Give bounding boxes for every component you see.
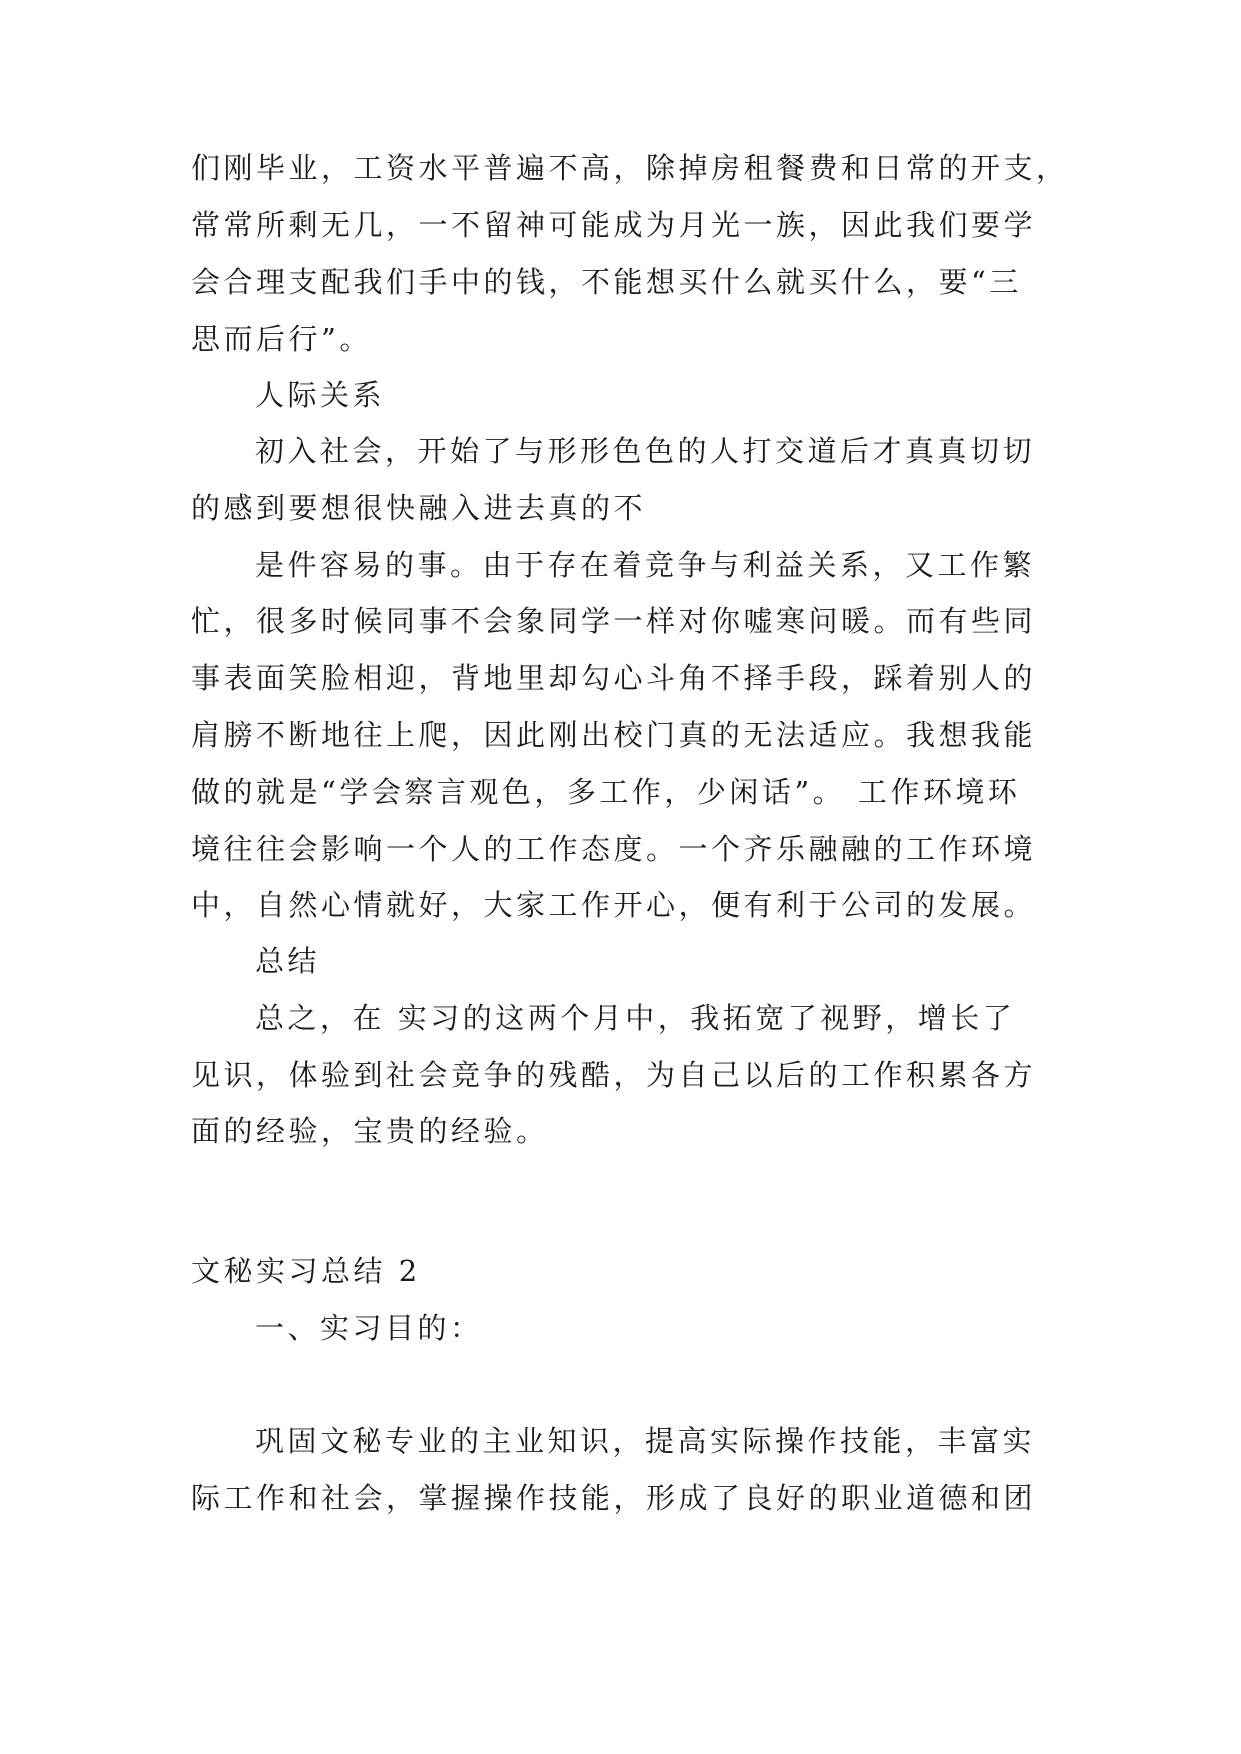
paragraph-line: 是件容易的事。由于存在着竞争与利益关系，又工作繁 — [255, 548, 1036, 582]
paragraph-line: 总之，在 实习的这两个月中，我拓宽了视野，增长了 — [255, 1001, 1016, 1035]
paragraph-line: 常常所剩无几，一不留神可能成为月光一族，因此我们要学 — [191, 208, 1037, 242]
section-heading: 总结 — [255, 944, 321, 978]
paragraph-line: 的感到要想很快融入进去真的不 — [191, 491, 647, 525]
paragraph-line: 见识，体验到社会竞争的残酷，为自己以后的工作积累各方 — [191, 1058, 1037, 1092]
paragraph-line: 境往往会影响一个人的工作态度。一个齐乐融融的工作环境 — [191, 832, 1037, 866]
paragraph-line: 们刚毕业，工资水平普遍不高，除掉房租餐费和日常的开支， — [191, 151, 1069, 185]
paragraph-line: 际工作和社会，掌握操作技能，形成了良好的职业道德和团 — [191, 1481, 1037, 1515]
section-heading: 一、实习目的： — [255, 1311, 483, 1345]
paragraph-line: 初入社会，开始了与形形色色的人打交道后才真真切切 — [255, 434, 1036, 468]
paragraph-line: 会合理支配我们手中的钱，不能想买什么就买什么，要“三 — [191, 265, 1022, 299]
paragraph-line: 事表面笑脸相迎，背地里却勾心斗角不择手段，踩着别人的 — [191, 661, 1037, 695]
paragraph-line: 做的就是“学会察言观色，多工作，少闲话”。 工作环境环 — [191, 775, 1021, 809]
paragraph-line: 面的经验，宝贵的经验。 — [191, 1114, 549, 1148]
section-heading: 人际关系 — [255, 378, 386, 412]
paragraph-line: 巩固文秘专业的主业知识，提高实际操作技能，丰富实 — [255, 1424, 1036, 1458]
document-title: 文秘实习总结 2 — [191, 1254, 421, 1288]
paragraph-line: 肩膀不断地往上爬，因此刚出校门真的无法适应。我想我能 — [191, 718, 1037, 752]
paragraph-line: 中，自然心情就好，大家工作开心，便有利于公司的发展。 — [191, 888, 1037, 922]
paragraph-line: 忙，很多时候同事不会象同学一样对你嘘寒问暖。而有些同 — [191, 604, 1037, 638]
paragraph-line: 思而后行”。 — [191, 322, 372, 356]
